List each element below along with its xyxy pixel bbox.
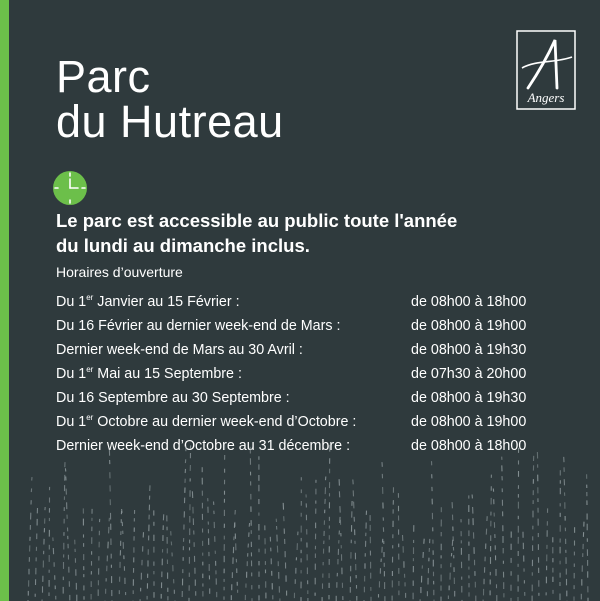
period-start: Du 1 — [56, 366, 87, 382]
schedule-row — [56, 293, 546, 317]
grass-pattern — [0, 440, 600, 601]
period-start: Du 16 Février au dernier week-end de Mars : — [56, 318, 341, 334]
period-end: Mai au 15 Septembre : — [93, 366, 242, 382]
schedule-list — [56, 293, 546, 461]
schedule-time: de 08h00 à 19h30 — [411, 390, 527, 406]
period-start: Du 1 — [56, 294, 87, 310]
title-line-1: Parc — [56, 51, 151, 102]
schedule-time: de 08h00 à 18h00 — [411, 438, 527, 454]
schedule-time: de 07h30 à 20h00 — [411, 366, 527, 382]
period-end: Octobre au dernier week-end d’Octobre : — [93, 414, 357, 430]
schedule-row — [56, 341, 546, 365]
angers-logo — [516, 30, 576, 110]
ordinal-suffix: er — [86, 365, 94, 374]
intro-line-1: Le parc est accessible au public toute l'année — [56, 210, 458, 231]
schedule-time: de 08h00 à 19h00 — [411, 414, 527, 430]
intro-text — [56, 208, 457, 258]
period-end: Janvier au 15 Février : — [93, 294, 240, 310]
schedule-period — [56, 293, 240, 311]
period-start: Dernier week-end de Mars au 30 Avril : — [56, 342, 303, 358]
logo-text: Angers — [527, 90, 565, 105]
schedule-row — [56, 317, 546, 341]
title-line-2: du Hutreau — [56, 96, 284, 147]
clock-icon — [52, 170, 88, 206]
schedule-row — [56, 365, 546, 389]
schedule-period — [56, 341, 303, 359]
intro-line-2: du lundi au dimanche inclus. — [56, 235, 310, 256]
page-title — [56, 51, 284, 147]
schedule-row — [56, 413, 546, 437]
period-start: Du 16 Septembre au 30 Septembre : — [56, 390, 290, 406]
schedule-period — [56, 389, 290, 407]
period-start: Dernier week-end d’Octobre au 31 décembre : — [56, 438, 351, 454]
period-start: Du 1 — [56, 414, 87, 430]
schedule-period — [56, 365, 242, 383]
schedule-period — [56, 317, 340, 335]
ordinal-suffix: er — [86, 413, 94, 422]
schedule-time: de 08h00 à 18h00 — [411, 294, 527, 310]
schedule-time: de 08h00 à 19h00 — [411, 318, 527, 334]
hours-heading: Horaires d’ouverture — [56, 264, 183, 280]
ordinal-suffix: er — [86, 293, 94, 302]
schedule-time: de 08h00 à 19h30 — [411, 342, 527, 358]
schedule-row — [56, 389, 546, 413]
schedule-period — [56, 413, 356, 431]
